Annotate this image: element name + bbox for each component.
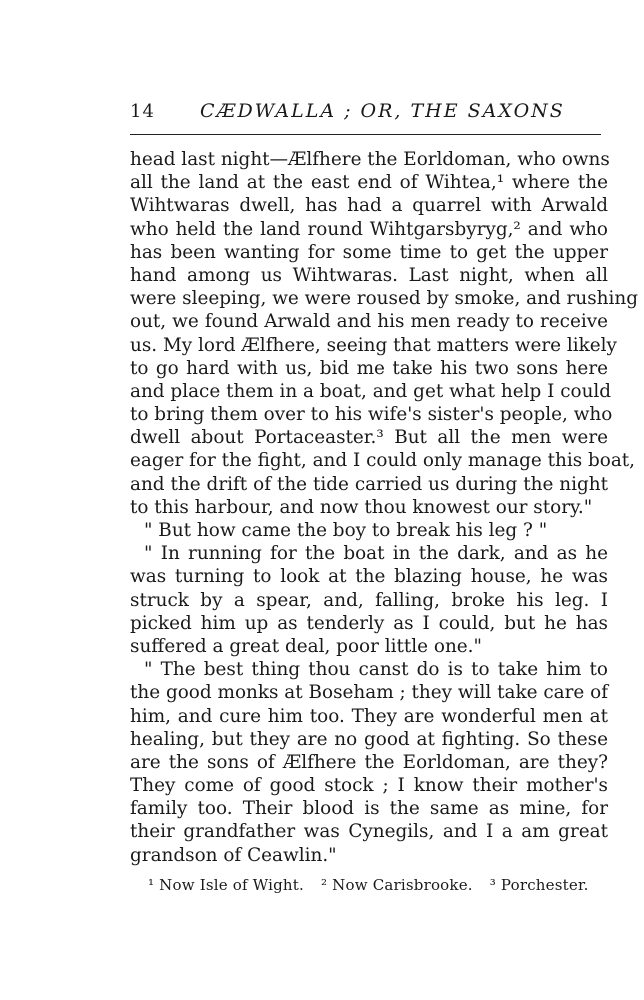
text-line: " In running for the boat in the dark, and as he <box>144 543 608 565</box>
text-line: head last night—Ælfhere the Eorldoman, who owns <box>130 149 610 170</box>
text-line: picked him up as tenderly as I could, but he has <box>130 612 608 634</box>
text-line: to bring them over to his wife's sister's people, who <box>130 404 613 426</box>
text-line: suffered a great deal, poor little one." <box>130 635 482 657</box>
text-line: hand among us Wihtwaras. Last night, when all <box>130 264 608 286</box>
page-number: 14 <box>130 101 155 122</box>
footnote-1: ¹ Now Isle of Wight. <box>148 876 304 894</box>
text-line: who held the land round Wihtgarsbyryg,² and who <box>130 218 608 240</box>
footnotes <box>148 876 601 894</box>
text-line: " The best thing thou canst do is to take him to <box>144 659 608 681</box>
text-line: were sleeping, we were roused by smoke, and rushing <box>130 288 638 310</box>
text-line: him, and cure him too. They are wonderful men at <box>130 705 608 727</box>
footnote-2: ² Now Carisbrooke. <box>320 876 473 894</box>
text-line: all the land at the east end of Wihtea,¹ where the <box>130 172 608 194</box>
text-line: out, we found Arwald and his men ready to receive <box>130 311 608 333</box>
text-line: healing, but they are no good at fighting. So these <box>130 728 608 750</box>
footnote-3: ³ Porchester. <box>489 876 589 894</box>
text-line: and place them in a boat, and get what help I could <box>130 380 612 402</box>
text-line: eager for the fight, and I could only manage this boat, <box>130 450 636 472</box>
text-line: was turning to look at the blazing house, he was <box>130 566 608 588</box>
text-line: Wihtwaras dwell, has had a quarrel with Arwald <box>130 195 608 217</box>
text-line: are the sons of Ælfhere the Eorldoman, are they? <box>130 751 608 773</box>
text-line: They come of good stock ; I know their mother's <box>130 775 608 797</box>
text-line: and the drift of the tide carried us during the night <box>130 473 608 495</box>
text-line: dwell about Portaceaster.³ But all the men were <box>130 427 608 449</box>
body-text <box>130 148 638 867</box>
text-line: us. My lord Ælfhere, seeing that matters were likely <box>130 334 617 356</box>
text-line: " But how came the boy to break his leg ? " <box>144 520 548 541</box>
header-rule <box>130 134 601 135</box>
text-line: struck by a spear, and, falling, broke his leg. I <box>130 589 608 611</box>
text-line: family too. Their blood is the same as mine, for <box>130 798 608 820</box>
text-line: grandson of Ceawlin." <box>130 844 337 866</box>
running-head: CÆDWALLA ; OR, THE SAXONS <box>200 100 565 122</box>
text-line: their grandfather was Cynegils, and I a am great <box>130 821 608 843</box>
text-line: to go hard with us, bid me take his two sons here <box>130 357 608 379</box>
text-line: to this harbour, and now thou knowest our story." <box>130 496 593 518</box>
text-line: has been wanting for some time to get the upper <box>130 241 608 263</box>
text-line: the good monks at Boseham ; they will take care of <box>130 682 609 704</box>
